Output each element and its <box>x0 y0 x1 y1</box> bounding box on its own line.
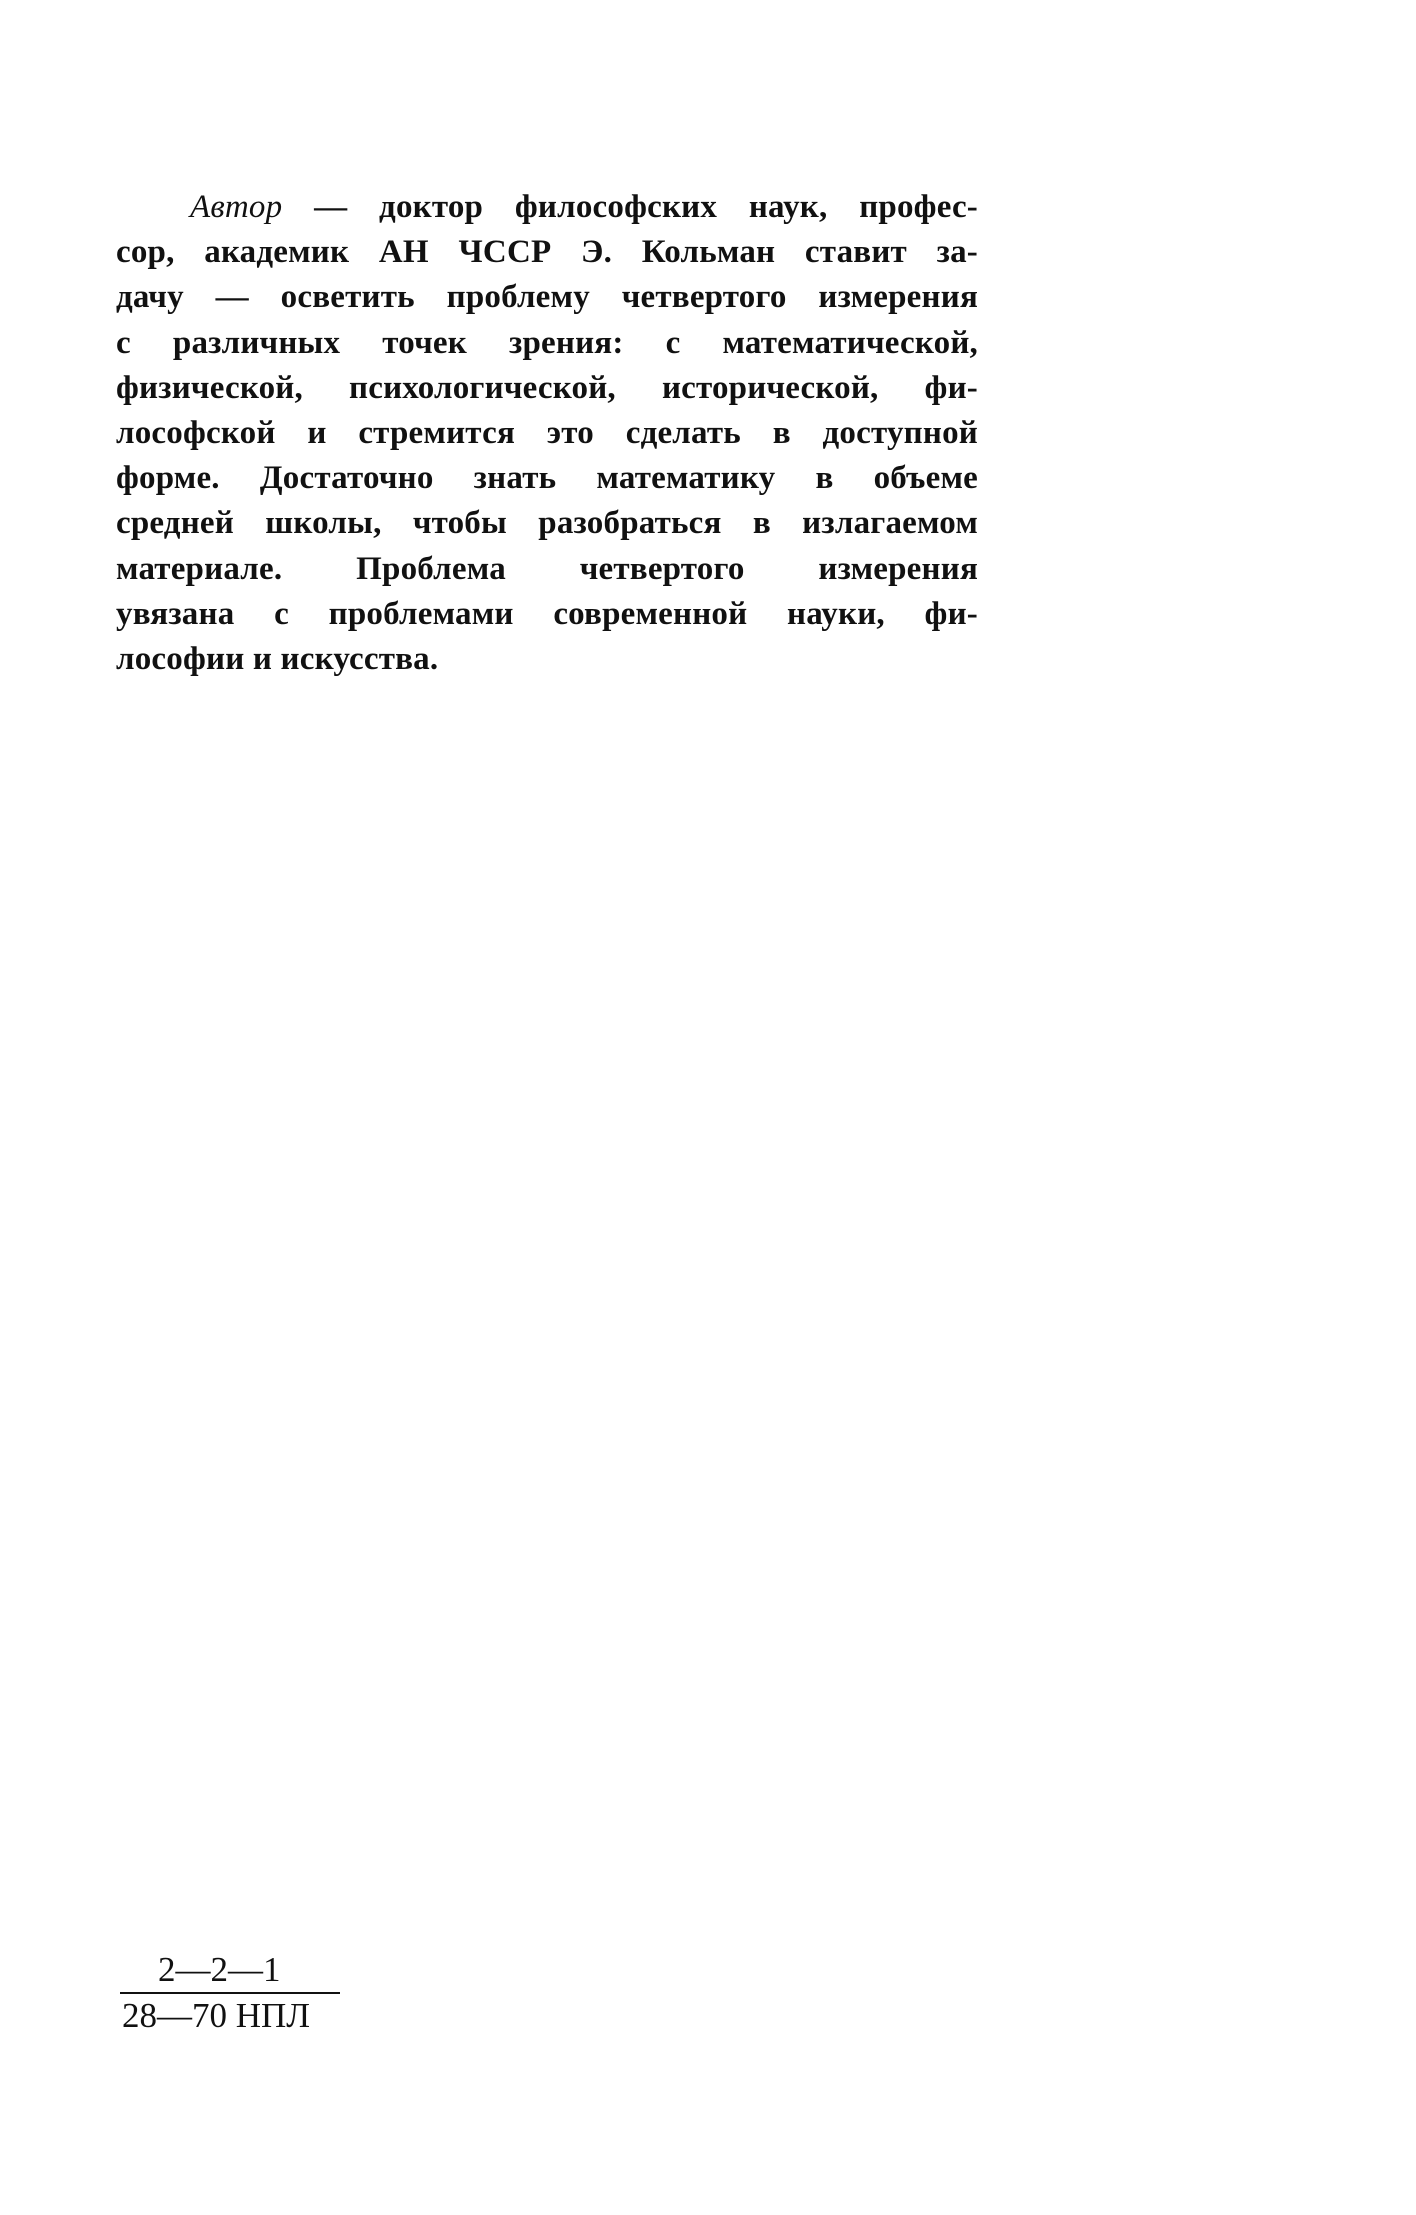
author-label: Автор <box>190 189 283 225</box>
annotation-line: форме. Достаточно знать математику в объеме <box>116 460 978 497</box>
annotation-line: средней школы, чтобы разобраться в излагаемом <box>116 505 978 542</box>
annotation-line-text: — доктор философских наук, профес- <box>282 189 978 225</box>
publication-index <box>120 1950 340 2038</box>
annotation-line: увязана с проблемами современной науки, фи- <box>116 595 978 632</box>
annotation-line: лософской и стремится это сделать в доступной <box>116 414 978 451</box>
annotation-line: лософии и искусства. <box>116 640 439 677</box>
index-numerator: 2—2—1 <box>120 1950 340 1994</box>
book-annotation <box>116 185 978 682</box>
annotation-line: сор, академик АН ЧССР Э. Кольман ставит за- <box>116 234 978 271</box>
annotation-line: материале. Проблема четвертого измерения <box>116 550 978 587</box>
annotation-line <box>116 185 978 230</box>
annotation-line: физической, психологической, исторической, фи- <box>116 369 978 406</box>
annotation-line: с различных точек зрения: с математической, <box>116 324 978 361</box>
annotation-line: дачу — осветить проблему четвертого измерения <box>116 279 978 316</box>
index-denominator: 28—70 НПЛ <box>122 1996 311 2035</box>
